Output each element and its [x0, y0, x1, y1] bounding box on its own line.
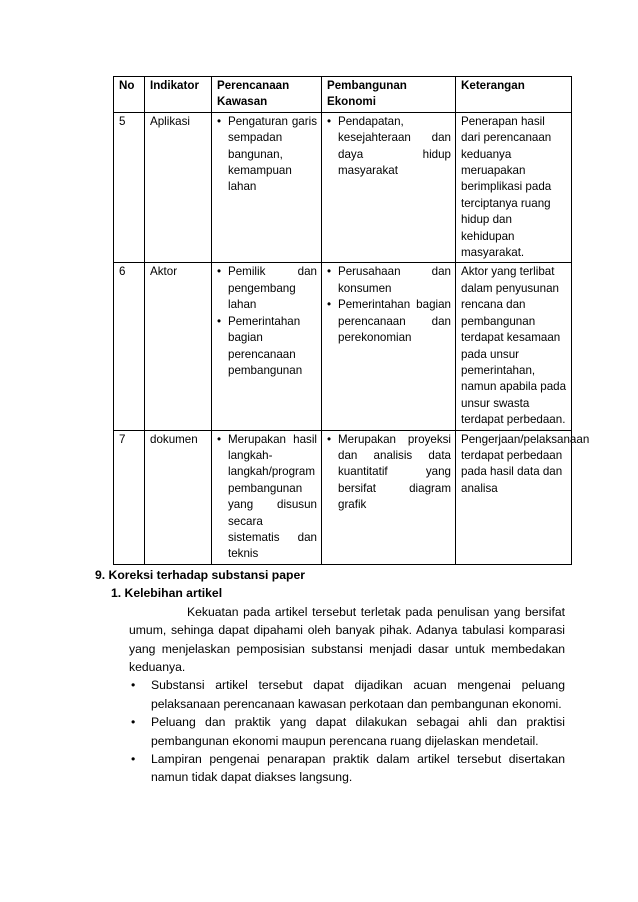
list-item: • Pendapatan, kesejahteraan dan daya hidup masyarakat	[327, 114, 451, 178]
cell-perencanaan	[212, 430, 322, 564]
list-item: • Substansi artikel tersebut dapat dijadikan acuan mengenai peluang pelaksanaan perencanaan kawasan perkotaan dan pembangunan ekonomi.	[131, 678, 565, 711]
list-item: • Peluang dan praktik yang dapat dilakukan sebagai ahli dan praktisi pembangunan ekonomi maupun perencana ruang dijelaskan mendetail.	[131, 715, 565, 748]
bullet-icon: •	[217, 314, 222, 328]
list-item: • Perusahaan dan konsumen	[327, 265, 451, 295]
table-header-row	[114, 77, 572, 113]
subsection-heading: 1. Kelebihan artikel	[111, 586, 223, 601]
cell-no: 6	[114, 263, 145, 430]
header-indikator: Indikator	[145, 77, 212, 113]
bullet-icon: •	[217, 265, 222, 279]
list-item: • Pemerintahan bagian perencanaan pembangunan	[217, 314, 303, 377]
cell-pembangunan	[322, 430, 456, 564]
bullet-icon: •	[131, 752, 136, 767]
cell-indikator: Aplikasi	[145, 112, 212, 263]
cell-perencanaan	[212, 112, 322, 263]
cell-perencanaan	[212, 263, 322, 430]
section-bullet-list	[95, 676, 565, 786]
list-item: • Merupakan proyeksi dan analisis data kuantitatif yang bersifat diagram grafik	[327, 432, 451, 512]
bullet-icon: •	[131, 678, 136, 693]
list-item: • Lampiran pengenai penarapan praktik dalam artikel tersebut disertakan namun tidak dapat diakses langsung.	[131, 752, 565, 785]
list-item: • Pengaturan garis sempadan bangunan, kemampuan lahan	[217, 114, 317, 194]
section-paragraph: Kekuatan pada artikel tersebut terletak pada penulisan yang bersifat umum, sehinga dapat dipahami oleh banyak pihak. Adanya tabulasi komparasi yang menjelaskan pemposisian substansi menjadi dasar untuk membedakan keduanya.	[129, 604, 565, 675]
header-keterangan: Keterangan	[456, 77, 572, 113]
table-row	[114, 263, 572, 430]
list-item: • Pemerintahan bagian perencanaan dan perekonomian	[327, 298, 451, 345]
bullet-icon: •	[131, 715, 136, 730]
bullet-icon: •	[217, 432, 222, 446]
cell-keterangan: Penerapan hasil dari perencanaan keduanya meruapakan berimplikasi pada terciptanya ruang hidup dan kehidupan masyarakat.	[456, 112, 572, 263]
cell-pembangunan	[322, 112, 456, 263]
section-heading: 9. Koreksi terhadap substansi paper	[95, 568, 305, 582]
bullet-icon: •	[327, 298, 332, 312]
bullet-icon: •	[217, 114, 222, 128]
cell-no: 7	[114, 430, 145, 564]
cell-keterangan: Pengerjaan/pelaksanaan terdapat perbedaan pada hasil data dan analisa	[456, 430, 572, 564]
cell-keterangan: Aktor yang terlibat dalam penyusunan rencana dan pembangunan terdapat kesamaan pada unsur pemerintahan, namun apabila pada unsur swasta terdapat perbedaan.	[456, 263, 572, 430]
table-row	[114, 112, 572, 263]
cell-no: 5	[114, 112, 145, 263]
bullet-icon: •	[327, 265, 332, 279]
list-item: • Merupakan hasil langkah-langkah/program pembangunan yang disusun secara sistematis dan teknis	[217, 432, 317, 561]
bullet-icon: •	[327, 114, 332, 128]
header-no: No	[114, 77, 145, 113]
cell-indikator: Aktor	[145, 263, 212, 430]
bullet-icon: •	[327, 432, 332, 446]
cell-indikator: dokumen	[145, 430, 212, 564]
comparison-table	[113, 76, 590, 565]
cell-pembangunan	[322, 263, 456, 430]
table-row	[114, 430, 572, 564]
header-perencanaan: Perencanaan Kawasan	[212, 77, 322, 113]
correction-section	[95, 566, 565, 787]
list-item: • Pemilik dan pengembang lahan	[217, 265, 317, 312]
header-pembangunan: Pembangunan Ekonomi	[322, 77, 456, 113]
